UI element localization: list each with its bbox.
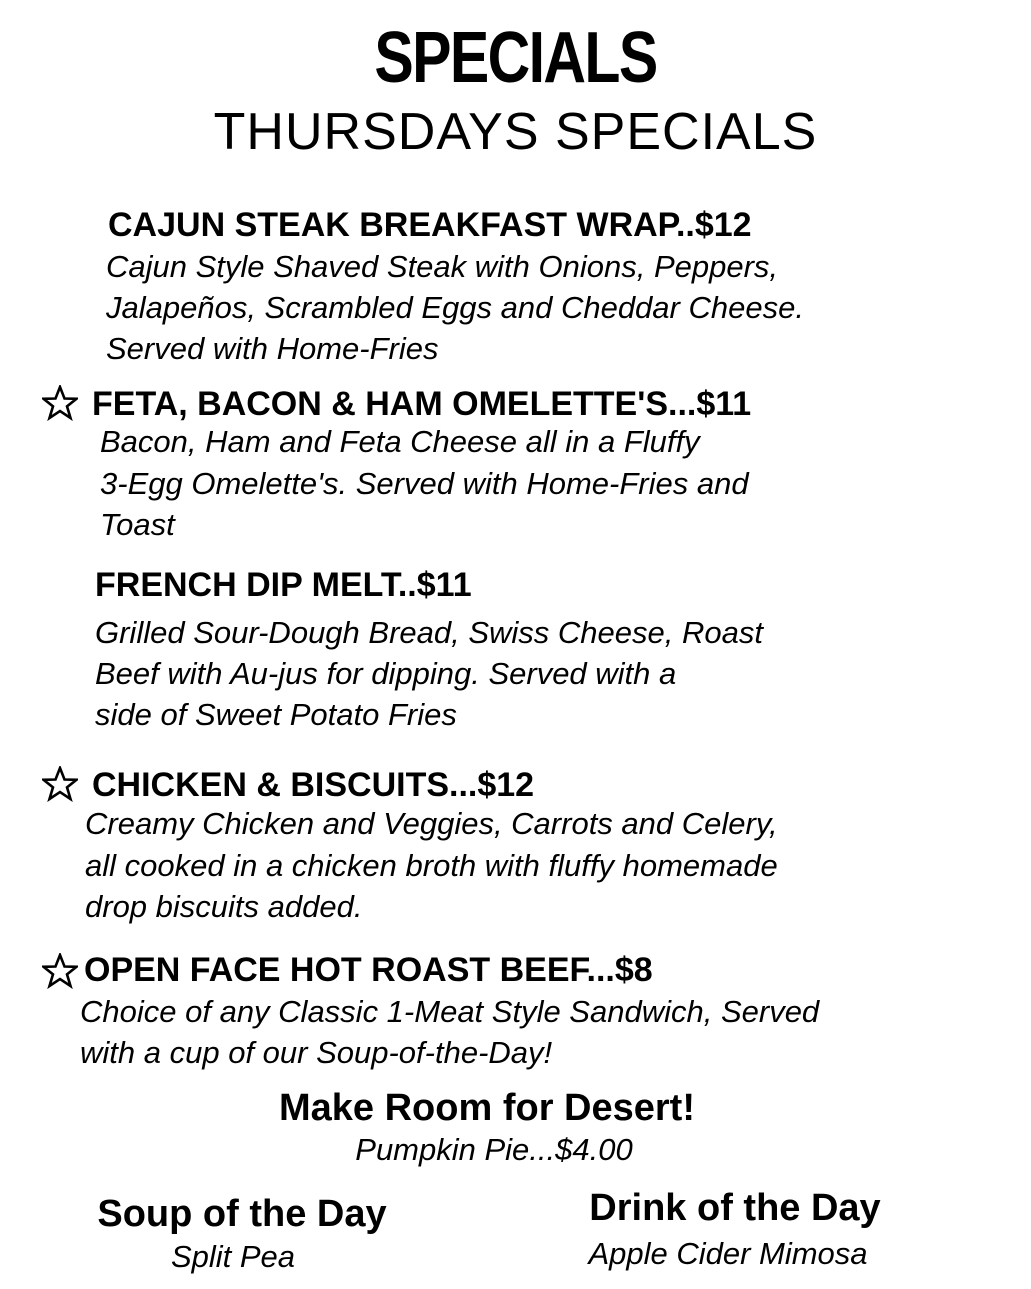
- item-desc-line: Served with Home-Fries: [106, 331, 439, 366]
- item-desc-line: Creamy Chicken and Veggies, Carrots and Celery,: [85, 806, 778, 841]
- drink-heading: Drink of the Day: [589, 1187, 881, 1229]
- item-desc-line: Beef with Au-jus for dipping. Served with a: [95, 656, 677, 691]
- drink-item: Apple Cider Mimosa: [588, 1236, 868, 1271]
- item-name-chicken-biscuits: CHICKEN & BISCUITS...$12: [92, 766, 535, 804]
- item-desc-line: with a cup of our Soup-of-the-Day!: [80, 1035, 553, 1070]
- item-desc-line: 3-Egg Omelette's. Served with Home-Fries and: [100, 466, 749, 501]
- item-desc-line: drop biscuits added.: [85, 889, 363, 924]
- item-desc-line: Bacon, Ham and Feta Cheese all in a Fluffy: [100, 424, 700, 459]
- item-name-cajun-wrap: CAJUN STEAK BREAKFAST WRAP..$12: [108, 206, 752, 244]
- item-name-french-dip: FRENCH DIP MELT..$11: [95, 566, 472, 604]
- soup-item: Split Pea: [170, 1239, 296, 1274]
- item-desc-line: Cajun Style Shaved Steak with Onions, Peppers,: [106, 249, 779, 284]
- item-desc-line: Toast: [100, 507, 175, 542]
- item-desc-line: side of Sweet Potato Fries: [95, 697, 457, 732]
- dessert-heading: Make Room for Desert!: [279, 1087, 695, 1129]
- item-desc-line: Choice of any Classic 1-Meat Style Sandwich, Served: [80, 994, 820, 1029]
- soup-heading: Soup of the Day: [97, 1193, 387, 1235]
- page-title: SPECIALS: [374, 18, 657, 98]
- page-subtitle: THURSDAYS SPECIALS: [213, 103, 818, 161]
- item-desc-line: Grilled Sour-Dough Bread, Swiss Cheese, Roast: [95, 615, 763, 650]
- item-desc-line: Jalapeños, Scrambled Eggs and Cheddar Cheese.: [106, 290, 804, 325]
- item-name-feta-omelette: FETA, BACON & HAM OMELETTE'S...$11: [92, 385, 752, 423]
- item-desc-line: all cooked in a chicken broth with fluffy homemade: [85, 848, 778, 883]
- star-icon: [42, 385, 78, 421]
- item-name-roast-beef: OPEN FACE HOT ROAST BEEF...$8: [84, 951, 653, 989]
- star-icon: [42, 953, 78, 989]
- star-icon: [42, 766, 78, 802]
- dessert-item: Pumpkin Pie...$4.00: [355, 1132, 633, 1167]
